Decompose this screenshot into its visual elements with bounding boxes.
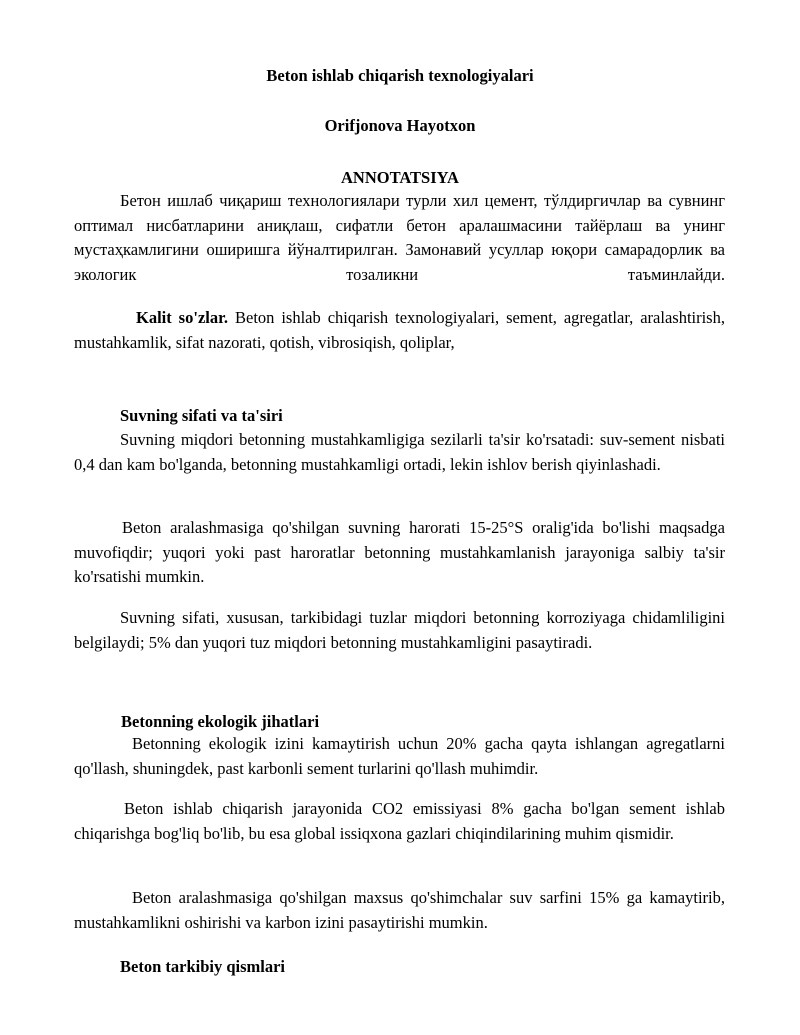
- keywords-paragraph: [74, 306, 725, 355]
- author-name: Orifjonova Hayotxon: [324, 116, 476, 135]
- section-heading-water: Suvning sifati va ta'siri: [120, 406, 283, 425]
- abstract-text: Бетон ишлаб чиқариш технологиялари турли хил цемент, тўлдиргичлар ва сувнинг оптимал нисбатларини аниқлаш, сифатли бетон аралашмасини тайёрлаш ва унинг мустаҳкамлигини оширишга йўналтирилган. Замонавий усуллар юқори самарадорлик ва экологик тозаликни таъминлайди.: [74, 191, 725, 284]
- paragraph: Beton ishlab chiqarish jarayonida CO2 emissiyasi 8% gacha bo'lgan sement ishlab chiqarishga bog'liq bo'lib, bu esa global issiqxona gazlari chiqindilarining muhim qismidir.: [74, 799, 725, 843]
- keywords-label: Kalit so'zlar.: [136, 308, 229, 327]
- paragraph: Suvning miqdori betonning mustahkamligiga sezilarli ta'sir ko'rsatadi: suv-sement nisbati 0,4 dan kam bo'lganda, betonning mustahkamligi ortadi, lekin ishlov berish qiyinlashadi.: [74, 430, 725, 474]
- paragraph: Beton aralashmasiga qo'shilgan suvning harorati 15-25°S oralig'ida bo'lishi maqsadga muvofiqdir; yuqori yoki past haroratlar betonning mustahkamlanish jarayoniga salbiy ta'sir ko'rsatishi mumkin.: [74, 518, 725, 586]
- paragraph: Beton aralashmasiga qo'shilgan maxsus qo'shimchalar suv sarfini 15% ga kamaytirib, mustahkamlikni oshirishi va karbon izini pasaytirishi mumkin.: [74, 888, 725, 932]
- section-heading-ecology: Betonning ekologik jihatlari: [121, 712, 320, 731]
- section-heading-components: Beton tarkibiy qismlari: [120, 957, 286, 976]
- paragraph: Suvning sifati, xususan, tarkibidagi tuzlar miqdori betonning korroziyaga chidamliligini belgilaydi; 5% dan yuqori tuz miqdori betonning mustahkamligini pasaytiradi.: [74, 608, 725, 652]
- document-title: Beton ishlab chiqarish texnologiyalari: [266, 66, 534, 85]
- abstract-heading: ANNOTATSIYA: [341, 168, 459, 187]
- keywords-text: Beton ishlab chiqarish texnologiyalari, sement, agregatlar, aralashtirish, mustahkamlik, sifat nazorati, qotish, vibrosiqish, qoliplar,: [74, 308, 725, 352]
- paragraph: Betonning ekologik izini kamaytirish uchun 20% gacha qayta ishlangan agregatlarni qo'llash, shuningdek, past karbonli sement turlarini qo'llash muhimdir.: [74, 734, 725, 778]
